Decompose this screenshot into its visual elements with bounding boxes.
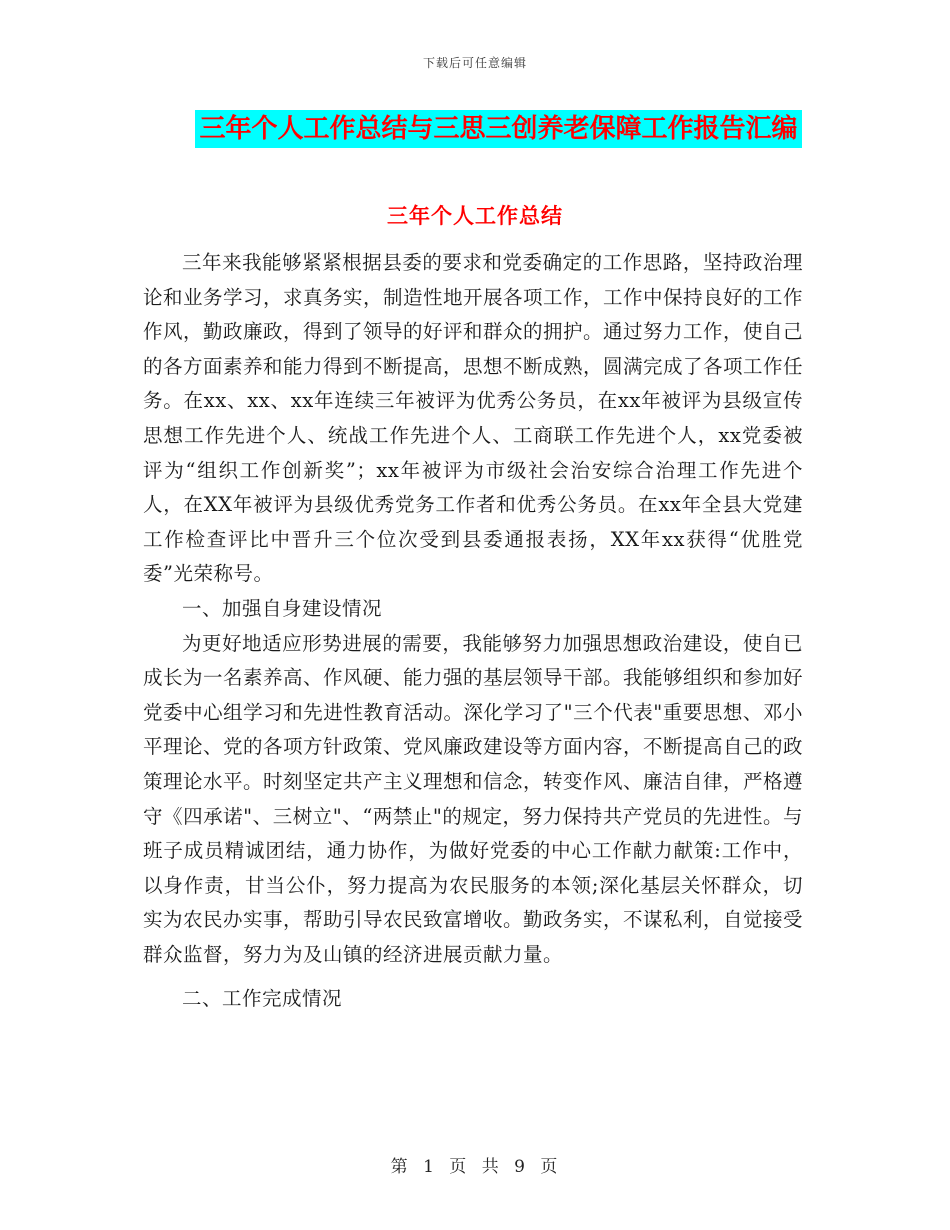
footer-page-suffix: 页 bbox=[540, 1157, 560, 1177]
footer-page-number: 1 bbox=[423, 1157, 436, 1177]
subsection-heading: 一、加强自身建设情况 bbox=[182, 596, 383, 620]
subsection-heading: 二、工作完成情况 bbox=[182, 987, 343, 1011]
footer-total-label: 共 bbox=[481, 1157, 501, 1177]
document-title: 三年个人工作总结与三思三创养老保障工作报告汇编 bbox=[195, 110, 802, 148]
footer-page-mid: 页 bbox=[449, 1157, 469, 1177]
document-body bbox=[143, 246, 803, 1017]
body-paragraph: 三年来我能够紧紧根据县委的要求和党委确定的工作思路，坚持政治理论和业务学习，求真务实，制造性地开展各项工作，工作中保持良好的工作作风，勤政廉政，得到了领导的好评和群众的拥护。通过努力工作，使自己的各方面素养和能力得到不断提高，思想不断成熟，圆满完成了各项工作任务。在xx、xx、xx年连续三年被评为优秀公务员，在xx年被评为县级宣传思想工作先进个人、统战工作先进个人、工商联工作先进个人，xx党委被评为“组织工作创新奖”；xx年被评为市级社会治安综合治理工作先进个人，在XX年被评为县级优秀党务工作者和优秀公务员。在xx年全县大党建工作检查评比中晋升三个位次受到县委通报表扬，XX年xx获得“优胜党委”光荣称号。 bbox=[143, 251, 804, 586]
page-footer bbox=[0, 1152, 950, 1177]
footer-total-pages: 9 bbox=[514, 1157, 527, 1177]
footer-page-prefix: 第 bbox=[390, 1157, 410, 1177]
page-header-note: 下载后可任意编辑 bbox=[422, 56, 527, 70]
body-paragraph: 为更好地适应形势进展的需要，我能够努力加强思想政治建设，使自已成长为一名素养高、作风硬、能力强的基层领导干部。我能够组织和参加好党委中心组学习和先进性教育活动。深化学习了"三个代表"重要思想、邓小平理论、党的各项方针政策、党风廉政建设等方面内容，不断提高自己的政策理论水平。时刻坚定共产主义理想和信念，转变作风、廉洁自律，严格遵守《四承诺"、三树立"、“两禁止"的规定，努力保持共产党员的先进性。与班子成员精诚团结，通力协作，为做好党委的中心工作献力献策:工作中，以身作责，甘当公仆，努力提高为农民服务的本领;深化基层关怀群众，切实为农民办实事，帮助引导农民致富增收。勤政务实，不谋私利，自觉接受群众监督，努力为及山镇的经济进展贡献力量。 bbox=[143, 631, 804, 966]
section-title: 三年个人工作总结 bbox=[387, 204, 563, 228]
